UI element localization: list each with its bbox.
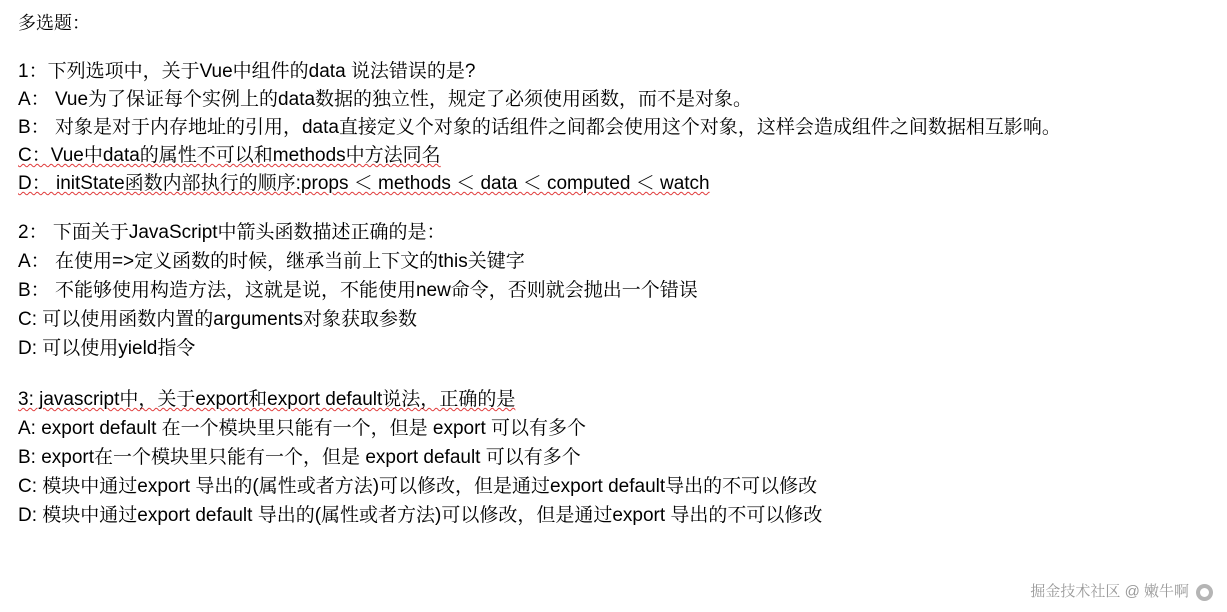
- question-1-option-a: A： Vue为了保证每个实例上的data数据的独立性，规定了必须使用函数，而不是对象。: [18, 89, 753, 110]
- question-3-option-a: A: export default 在一个模块里只能有一个，但是 export 可以有多个: [18, 418, 587, 439]
- question-block-1: [18, 58, 1227, 198]
- watermark-logo-icon: [1196, 584, 1213, 601]
- question-block-3: [18, 385, 1227, 530]
- question-3-title: 3: javascript中，关于export和export default说法，正确的是: [18, 389, 516, 410]
- question-3-option-b: B: export在一个模块里只能有一个，但是 export default 可以有多个: [18, 447, 581, 468]
- question-2-option-a: A： 在使用=>定义函数的时候，继承当前上下文的this关键字: [18, 251, 525, 272]
- page-title: 多选题：: [18, 13, 90, 33]
- question-1-option-c: C：Vue中data的属性不可以和methods中方法同名: [18, 145, 441, 166]
- question-3-option-d: D: 模块中通过export default 导出的(属性或者方法)可以修改，但是通过export 导出的不可以修改: [18, 505, 823, 526]
- question-block-2: [18, 218, 1227, 363]
- question-1-option-b: B： 对象是对于内存地址的引用，data直接定义个对象的话组件之间都会使用这个对象，这样会造成组件之间数据相互影响。: [18, 117, 1061, 138]
- question-1-title: 1：下列选项中，关于Vue中组件的data 说法错误的是?: [18, 61, 476, 82]
- question-3-option-c: C: 模块中通过export 导出的(属性或者方法)可以修改，但是通过export default导出的不可以修改: [18, 476, 818, 497]
- watermark: [1030, 582, 1213, 602]
- question-1-option-d: D： initState函数内部执行的顺序:props ＜ methods ＜ data ＜ computed ＜ watch: [18, 173, 710, 194]
- question-2-title: 2： 下面关于JavaScript中箭头函数描述正确的是：: [18, 222, 446, 243]
- question-2-option-b: B： 不能够使用构造方法，这就是说，不能使用new命令，否则就会抛出一个错误: [18, 280, 698, 301]
- watermark-text: 掘金技术社区 @ 嫩牛啊: [1030, 583, 1189, 600]
- question-2-option-c: C: 可以使用函数内置的arguments对象获取参数: [18, 309, 418, 330]
- question-2-option-d: D: 可以使用yield指令: [18, 338, 196, 359]
